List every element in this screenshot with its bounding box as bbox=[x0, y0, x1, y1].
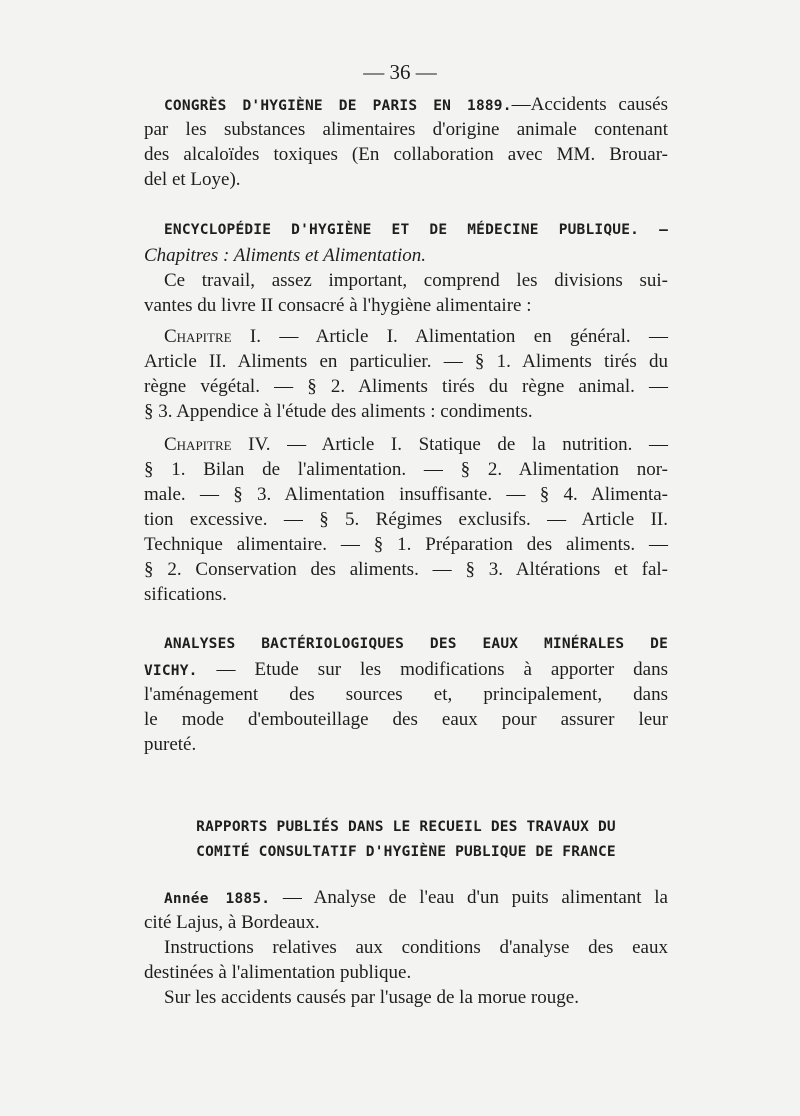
page-number: — 36 — bbox=[363, 60, 437, 84]
chapter-1-paragraph bbox=[144, 324, 668, 424]
paragraph-line: l'aménagement des sources et, principalement, dans bbox=[144, 684, 668, 705]
section-encyclopedie bbox=[144, 218, 668, 318]
chapters-subtitle: Chapitres : Aliments et Alimentation. bbox=[144, 245, 426, 266]
section-analyses-vichy bbox=[144, 632, 668, 757]
section-rapports-body bbox=[144, 885, 668, 1010]
paragraph-line: destinées à l'alimentation publique. bbox=[144, 962, 412, 983]
chapter-4-paragraph bbox=[144, 432, 668, 607]
paragraph-line: Technique alimentaire. — § 1. Préparation des aliments. — bbox=[144, 534, 668, 555]
section-1-heading: CONGRÈS D'HYGIÈNE DE PARIS EN 1889. bbox=[164, 98, 512, 114]
section-4-title-line-1: RAPPORTS PUBLIÉS DANS LE RECUEIL DES TRAVAUX DU bbox=[196, 819, 616, 835]
section-1-first-line: CONGRÈS D'HYGIÈNE DE PARIS EN 1889.—Accidents causés bbox=[164, 94, 669, 115]
paragraph-line: Article II. Aliments en particulier. — § 1. Aliments tirés du bbox=[144, 351, 668, 372]
year-label: Année 1885. bbox=[164, 891, 271, 907]
year-1885-line: Année 1885. — Analyse de l'eau d'un puits alimentant la bbox=[164, 887, 668, 908]
chapter-1-first-line: Chapitre I. — Article I. Alimentation en général. — bbox=[164, 326, 668, 347]
paragraph-line: Ce travail, assez important, comprend les divisions sui- bbox=[164, 270, 668, 291]
paragraph-line: Sur les accidents causés par l'usage de la morue rouge. bbox=[164, 987, 579, 1008]
chapter-4-first-line: Chapitre IV. — Article I. Statique de la nutrition. — bbox=[164, 434, 668, 455]
section-rapports-title bbox=[144, 815, 668, 865]
paragraph-line: le mode d'embouteillage des eaux pour assurer leur bbox=[144, 709, 668, 730]
section-3-heading: ANALYSES BACTÉRIOLOGIQUES DES EAUX MINÉRALES DE bbox=[164, 636, 668, 652]
paragraph-line: § 3. Appendice à l'étude des aliments : condiments. bbox=[144, 401, 533, 422]
section-3-second-line: VICHY. — Etude sur les modifications à apporter dans bbox=[144, 659, 668, 680]
paragraph-line: del et Loye). bbox=[144, 169, 241, 190]
paragraph-line: male. — § 3. Alimentation insuffisante. — § 4. Alimenta- bbox=[144, 484, 668, 505]
section-2-heading: ENCYCLOPÉDIE D'HYGIÈNE ET DE MÉDECINE PUBLIQUE. — bbox=[164, 222, 668, 238]
paragraph-line: vantes du livre II consacré à l'hygiène alimentaire : bbox=[144, 295, 532, 316]
paragraph-line: cité Lajus, à Bordeaux. bbox=[144, 912, 320, 933]
paragraph-line: règne végétal. — § 2. Aliments tirés du règne animal. — bbox=[144, 376, 668, 397]
paragraph-line: Instructions relatives aux conditions d'analyse des eaux bbox=[164, 937, 668, 958]
paragraph-line: sifications. bbox=[144, 584, 227, 605]
section-congres-1889 bbox=[144, 92, 668, 192]
paragraph-line: par les substances alimentaires d'origine animale contenant bbox=[144, 119, 668, 140]
section-4-title-line-2: COMITÉ CONSULTATIF D'HYGIÈNE PUBLIQUE DE FRANCE bbox=[196, 844, 616, 860]
paragraph-line: § 1. Bilan de l'alimentation. — § 2. Alimentation nor- bbox=[144, 459, 668, 480]
paragraph-line: § 2. Conservation des aliments. — § 3. Altérations et fal- bbox=[144, 559, 668, 580]
paragraph-line: tion excessive. — § 5. Régimes exclusifs. — Article II. bbox=[144, 509, 668, 530]
paragraph-line: pureté. bbox=[144, 734, 197, 755]
paragraph-line: des alcaloïdes toxiques (En collaboration avec MM. Brouar- bbox=[144, 144, 668, 165]
